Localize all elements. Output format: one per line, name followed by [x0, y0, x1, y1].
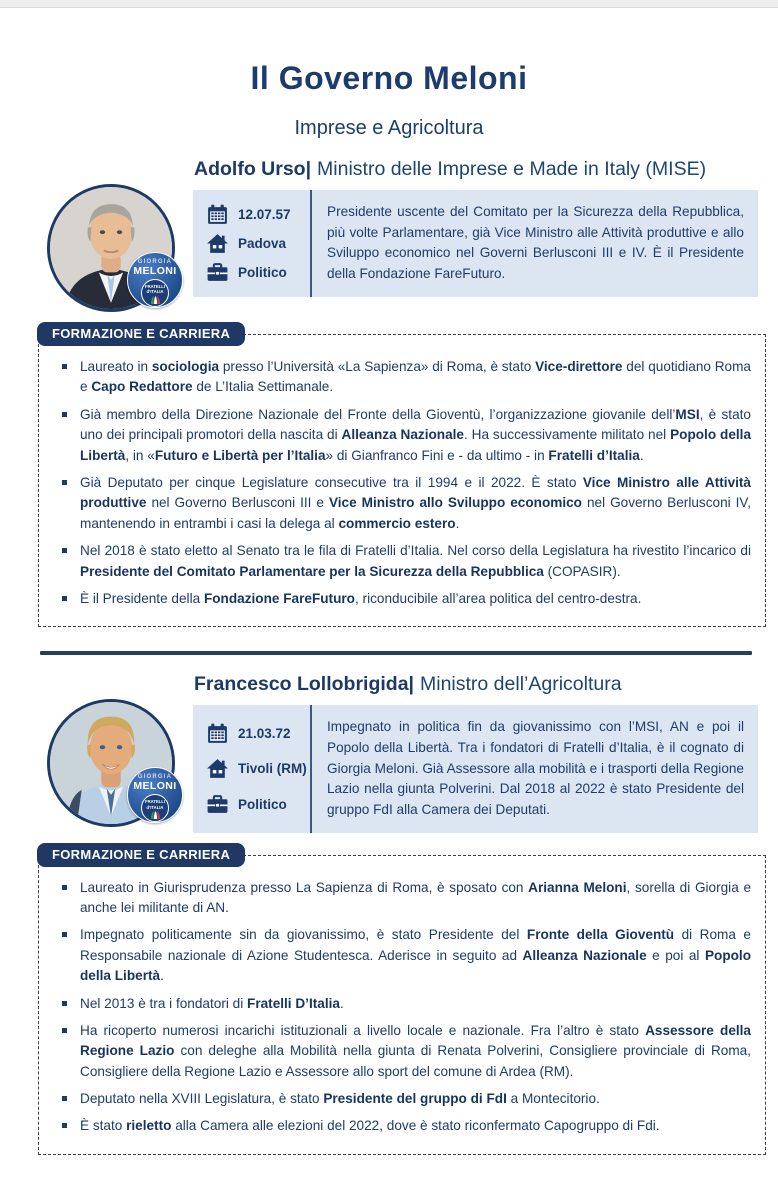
minister-card-urso [0, 158, 778, 312]
party-badge-fdi [141, 794, 169, 822]
tricolor-flame-icon [151, 296, 160, 304]
bullet-item: Laureato in sociologia presso l’Università «La Sapienza» di Roma, è stato Vice-direttore del quotidiano Roma e Capo Redattore de L’Italia Settimanale. [53, 357, 751, 398]
minister-bio: Presidente uscente del Comitato per la Sicurezza della Repubblica, più volte Parlamentare, già Vice Ministro alle Attività produttive e allo Sviluppo economico nel Governi Berlusconi III e IV. È il Presidente della Fondazione FareFuturo. [327, 204, 744, 281]
page-title: Il Governo Meloni [250, 60, 528, 96]
career-label: FORMAZIONE E CARRIERA [37, 843, 245, 867]
calendar-icon [206, 722, 229, 745]
minister-role: Ministro dell’Agricoltura [420, 673, 622, 696]
minister-info-panel [193, 705, 758, 832]
birthdate-value: 12.07.57 [238, 206, 291, 222]
fact-birthdate [206, 203, 306, 226]
minister-bio: Impegnato in politica fin da giovanissimo con l’MSI, AN e poi il Popolo della Libertà. Tra i fondatori di Fratelli d’Italia, è il cognato di Giorgia Meloni. Già Assessore alla mobilità e i trasporti della Regione Lazio nella giunta Polverini. Dal 2018 al 2022 è stato Presidente del gruppo FdI alla Camera dei Deputati. [327, 719, 744, 817]
profession-value: Politico [238, 264, 287, 280]
home-icon [206, 757, 229, 780]
tricolor-flame-icon [151, 811, 160, 819]
party-badge-meloni: MELONI [133, 265, 177, 277]
birthdate-value: 21.03.72 [238, 725, 291, 741]
top-bar [0, 0, 778, 8]
bullet-item: Deputato nella XVIII Legislatura, è stato Presidente del gruppo di FdI a Montecitorio. [53, 1089, 751, 1109]
bullet-item: Laureato in Giurisprudenza presso La Sapienza di Roma, è sposato con Arianna Meloni, sorella di Giorgia e anche lei militante di AN. [53, 878, 751, 919]
party-badge-giorgia: GIORGIA [137, 774, 173, 781]
profession-value: Politico [238, 797, 287, 813]
facts-column [193, 705, 310, 832]
minister-photo-area [0, 158, 193, 312]
bullet-item: Già membro della Direzione Nazionale del Fronte della Gioventù, l’organizzazione giovanile dell’MSI, è stato uno dei principali promotori della nascita di Alleanza Nazionale. Ha successivamente militato nel Popolo della Libertà, in «Futuro e Libertà per l’Italia» di Gianfranco Fini e - da ultimo - in Fratelli d’Italia. [53, 405, 751, 466]
fact-birthdate [206, 722, 306, 745]
fact-birthplace [206, 232, 306, 255]
party-badge-meloni: MELONI [133, 780, 177, 793]
party-badge-giorgia: GIORGIA [137, 259, 173, 265]
career-bullets [53, 878, 751, 1137]
birthplace-value: Padova [238, 235, 287, 251]
minister-photo-area [0, 673, 193, 832]
minister-info-panel [193, 190, 758, 297]
birthplace-value: Tivoli (RM) [238, 761, 307, 777]
minister-title-line [194, 673, 758, 696]
career-bullets [53, 357, 751, 609]
bullet-item: Nel 2013 è tra i fondatori di Fratelli D’Italia. [53, 994, 751, 1014]
bullet-item: Impegnato politicamente sin da giovanissimo, è stato Presidente del Fronte della Gioventù di Roma e Responsabile nazionale di Azione Studentesca. Aderisce in seguito ad Alleanza Nazionale e poi al Popolo della Libertà. [53, 925, 751, 986]
career-section-lollobrigida [38, 846, 766, 1155]
briefcase-icon [206, 261, 229, 284]
briefcase-icon [206, 793, 229, 816]
facts-column [193, 190, 310, 297]
career-label: FORMAZIONE E CARRIERA [37, 322, 245, 346]
minister-title-line [194, 158, 758, 181]
party-badge-ditalia: d’ITALIA [146, 289, 164, 295]
minister-card-lollobrigida [0, 673, 778, 832]
career-section-urso [38, 326, 766, 627]
party-badge-fratelli: FRATELLI [145, 284, 165, 289]
bullet-item: Nel 2018 è stato eletto al Senato tra le fila di Fratelli d’Italia. Nel corso della Legislatura ha rivestito l’incarico di Presidente del Comitato Parlamentare per la Sicurezza della Repubblica (COPASIR). [53, 541, 751, 582]
bullet-item: È il Presidente della Fondazione FareFuturo, riconducibile all’area politica del centro-destra. [53, 589, 751, 609]
fact-birthplace [206, 757, 306, 780]
minister-name: Francesco Lollobrigida| [194, 673, 414, 696]
fact-profession [206, 793, 306, 816]
section-divider [40, 651, 752, 655]
party-badge [127, 252, 183, 308]
page-subtitle: Imprese e Agricoltura [294, 117, 484, 139]
minister-name: Adolfo Urso| [194, 158, 312, 180]
minister-role: Ministro delle Imprese e Made in Italy (MISE) [317, 158, 707, 180]
party-badge [127, 767, 183, 823]
bottom-whitespace [0, 1155, 778, 1179]
bullet-item: Già Deputato per cinque Legislature consecutive tra il 1994 e il 2022. È stato Vice Ministro alle Attività produttive nel Governo Berlusconi III e Vice Ministro allo Sviluppo economico nel Governo Berlusconi IV, mantenendo in entrambi i casi la delega al commercio estero. [53, 473, 751, 534]
party-badge-fdi [141, 279, 169, 307]
fact-profession [206, 261, 306, 284]
bullet-item: Ha ricoperto numerosi incarichi istituzionali a livello locale e nazionale. Fra l’altro è stato Assessore della Regione Lazio con deleghe alla Mobilità nella giunta di Renata Polverini, Consigliere provinciale di Roma, Consigliere della Regione Lazio e Assessore allo sport del comune di Ardea (RM). [53, 1021, 751, 1082]
party-badge-fratelli: FRATELLI [145, 799, 165, 805]
home-icon [206, 232, 229, 255]
bullet-item: È stato rieletto alla Camera alle elezioni del 2022, dove è stato riconfermato Capogruppo di Fdi. [53, 1116, 751, 1136]
party-badge-ditalia: d’ITALIA [146, 804, 164, 810]
calendar-icon [206, 203, 229, 226]
